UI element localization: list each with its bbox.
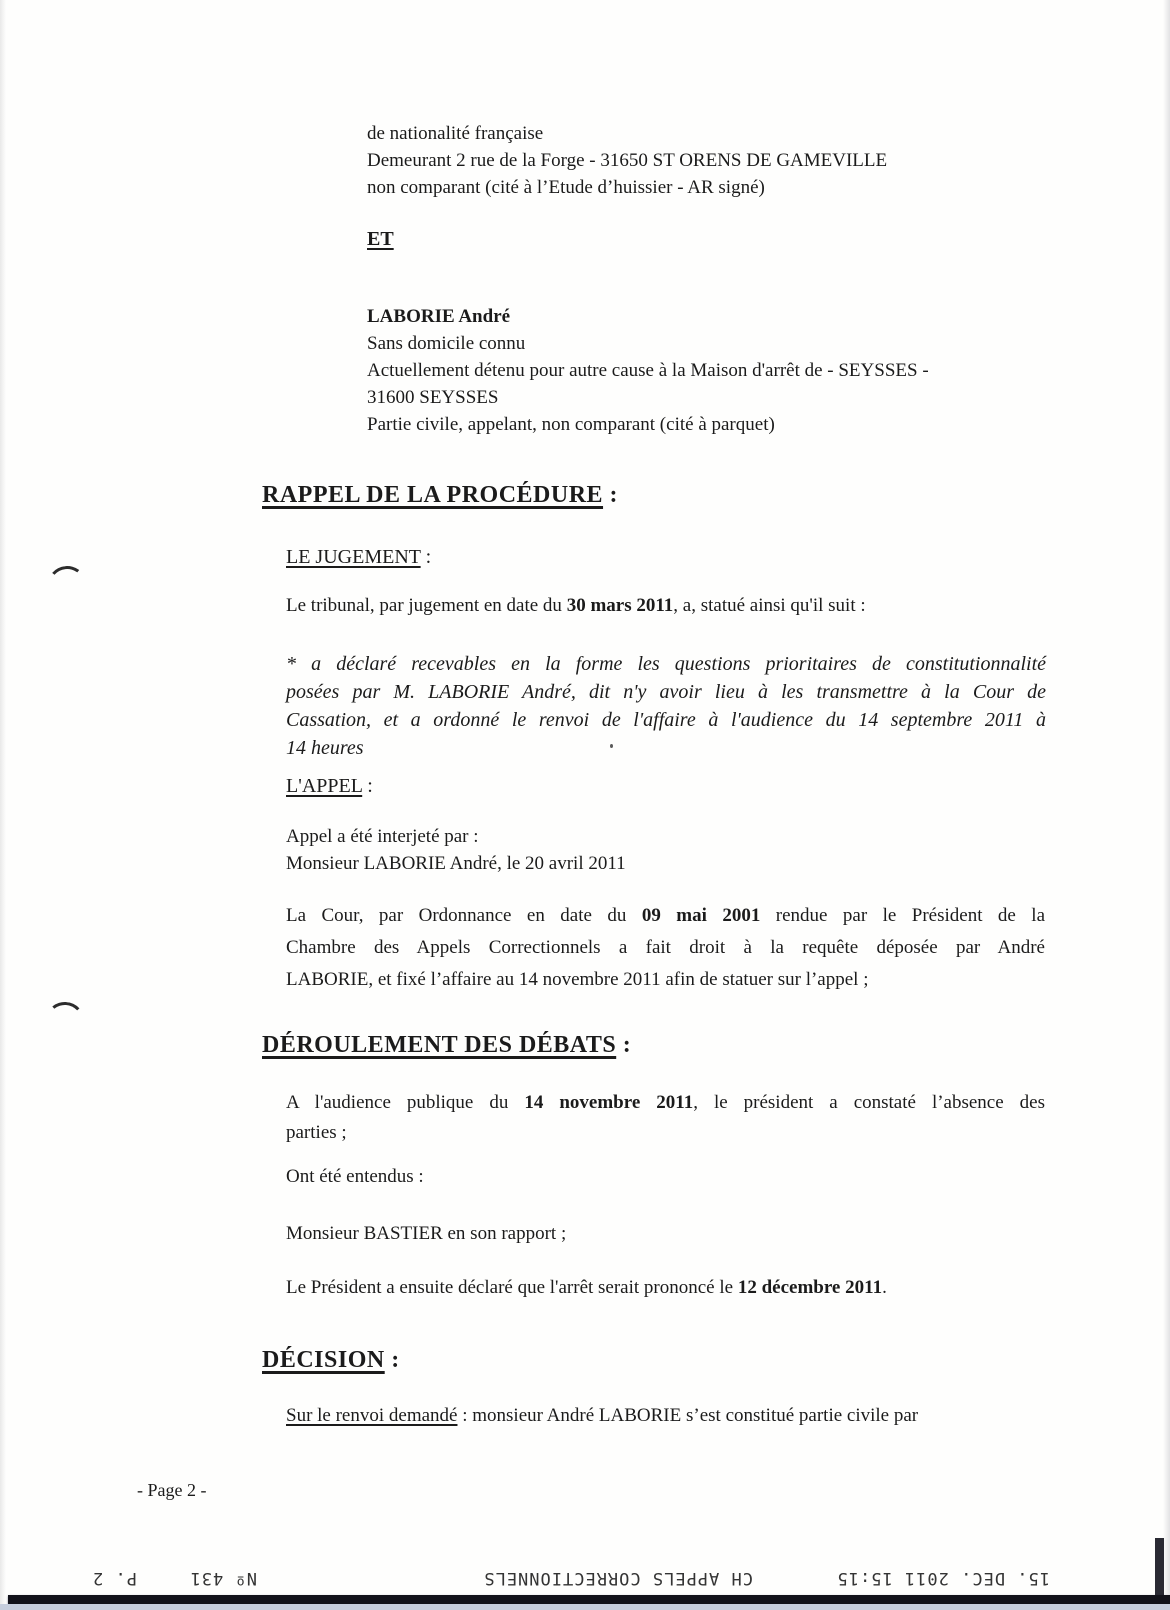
section-heading-debats-text: DÉROULEMENT DES DÉBATS <box>262 1032 617 1058</box>
civil-party-detention: Actuellement détenu pour autre cause à la Maison d'arrêt de - SEYSSES - <box>367 360 929 381</box>
jugement-quote-line: * a déclaré recevables en la forme les questions prioritaires de constitutionnalité <box>286 653 1046 675</box>
entendus-line: Ont été entendus : <box>286 1166 424 1187</box>
cour-line1-pre: La Cour, par Ordonnance en date du <box>286 905 642 926</box>
jugement-quote-block <box>286 650 1046 762</box>
defendant-address: Demeurant 2 rue de la Forge - 31650 ST ORENS DE GAMEVILLE <box>367 150 888 171</box>
subheading-appel-text: L'APPEL <box>286 775 363 797</box>
appel-author: Monsieur LABORIE André, le 20 avril 2011 <box>286 853 626 874</box>
president-line-post: . <box>882 1277 887 1298</box>
civil-party-domicile: Sans domicile connu <box>367 333 526 354</box>
separator-label: ET <box>367 228 394 250</box>
renvoi-line <box>286 1402 918 1429</box>
cour-line2: Chambre des Appels Correctionnels a fait droit à la requête déposée par André <box>286 937 1045 958</box>
jugement-quote-line: 14 heures <box>286 737 364 759</box>
cour-ordonnance-paragraph <box>286 900 1045 996</box>
jugement-quote-line: Cassation, et a ordonné le renvoi de l'affaire à l'audience du 14 septembre 2011 à <box>286 709 1046 731</box>
audience-paragraph <box>286 1088 1045 1148</box>
fax-transmission-header <box>0 1560 1170 1594</box>
cour-ordonnance-date: 09 mai 2001 <box>641 905 761 926</box>
audience-line1-pre: A l'audience publique du <box>286 1092 525 1113</box>
jugement-intro-line <box>286 592 866 619</box>
president-line-pre: Le Président a ensuite déclaré que l'arrêt serait prononcé le <box>286 1277 738 1298</box>
rapport-line: Monsieur BASTIER en son rapport ; <box>286 1223 567 1244</box>
scan-edge-right <box>1163 0 1170 1610</box>
audience-date: 14 novembre 2011 <box>524 1092 694 1113</box>
section-heading-procedure <box>262 482 618 509</box>
defendant-nationality: de nationalité française <box>367 123 544 144</box>
fax-datetime: 15. DEC. 2011 15:15 <box>836 1568 1050 1588</box>
audience-line1-post: , le président a constaté l’absence des <box>693 1092 1045 1113</box>
appel-lines <box>286 823 626 877</box>
renvoi-post: : monsieur André LABORIE s’est constitué partie civile par <box>457 1405 919 1426</box>
scan-edge-right-dark <box>1155 1538 1164 1598</box>
section-heading-decision-text: DÉCISION <box>262 1347 385 1373</box>
subheading-jugement <box>286 546 431 569</box>
civil-party-name: LABORIE André <box>367 306 511 327</box>
appel-intro: Appel a été interjeté par : <box>286 826 479 847</box>
subheading-appel-colon: : <box>362 775 373 797</box>
jugement-quote-line: posées par M. LABORIE André, dit n'y avoir lieu à les transmettre à la Cour de <box>286 681 1046 703</box>
scan-bottom-strip <box>0 1604 1170 1610</box>
defendant-identity-block <box>367 120 887 201</box>
arret-date: 12 décembre 2011 <box>737 1277 883 1298</box>
civil-party-status: Partie civile, appelant, non comparant (cité à parquet) <box>367 414 775 435</box>
fax-number: Nº 431 <box>189 1568 257 1588</box>
jugement-intro-pre: Le tribunal, par jugement en date du <box>286 595 567 616</box>
section-heading-decision-colon: : <box>384 1347 400 1373</box>
section-heading-debats <box>262 1032 631 1059</box>
subheading-jugement-text: LE JUGEMENT <box>286 546 421 568</box>
audience-line2: parties ; <box>286 1122 347 1143</box>
page-number-label: - Page 2 - <box>137 1480 207 1500</box>
civil-party-block <box>367 303 929 438</box>
fax-service-name: CH APPELS CORRECTIONNELS <box>483 1568 753 1588</box>
cour-line1-post: rendue par le Président de la <box>760 905 1046 926</box>
section-heading-procedure-text: RAPPEL DE LA PROCÉDURE <box>262 482 604 508</box>
civil-party-city: 31600 SEYSSES <box>367 387 499 408</box>
president-line <box>286 1274 887 1301</box>
section-heading-debats-colon: : <box>616 1032 632 1058</box>
scan-artifact-arc <box>46 564 88 604</box>
scan-edge-left <box>0 0 6 1610</box>
renvoi-underlined: Sur le renvoi demandé <box>286 1405 458 1426</box>
subheading-appel <box>286 775 373 798</box>
scan-artifact-arc <box>45 1001 85 1040</box>
parties-separator <box>367 228 394 251</box>
section-heading-decision <box>262 1347 400 1374</box>
fax-page-number: P. 2 <box>92 1568 137 1588</box>
jugement-date: 30 mars 2011 <box>566 595 674 616</box>
defendant-status: non comparant (cité à l’Etude d’huissier - AR signé) <box>367 177 765 198</box>
section-heading-procedure-colon: : <box>603 482 619 508</box>
jugement-intro-post: , a, statué ainsi qu'il suit : <box>673 595 866 616</box>
subheading-jugement-colon: : <box>420 546 432 568</box>
scan-bottom-bar <box>8 1595 1170 1604</box>
cour-line3: LABORIE, et fixé l’affaire au 14 novembre 2011 afin de statuer sur l’appel ; <box>286 969 869 990</box>
